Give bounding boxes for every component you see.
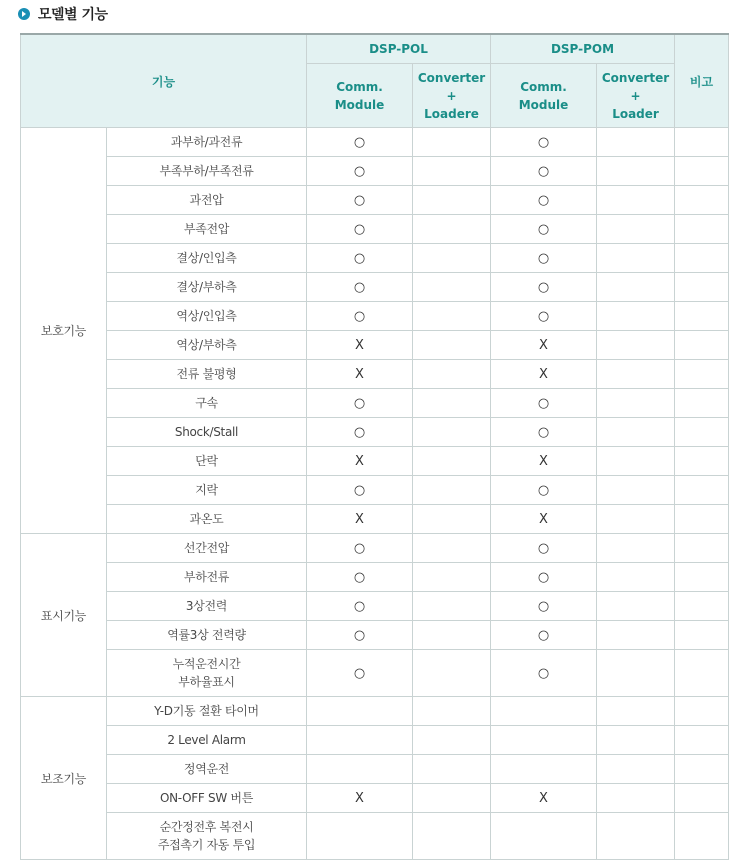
cell-pom-converter [597, 621, 675, 650]
cell-pom-comm: ○ [491, 534, 597, 563]
feature-item-label: 선간전압 [183, 541, 230, 555]
feature-item-cell [107, 244, 307, 273]
feature-item-label-line2: 주접촉기 자동 투입 [157, 838, 256, 852]
cell-pom-converter [597, 157, 675, 186]
cell-pol-comm: ○ [307, 244, 413, 273]
feature-item-label: 누적운전시간 [172, 657, 241, 671]
feature-item-cell [107, 273, 307, 302]
table-row [21, 360, 729, 389]
table-row [21, 534, 729, 563]
cell-note [675, 784, 729, 813]
cell-pol-converter [413, 592, 491, 621]
cell-pom-converter [597, 273, 675, 302]
table-row [21, 186, 729, 215]
cell-pol-converter [413, 784, 491, 813]
cell-pol-comm: ○ [307, 128, 413, 157]
feature-item-cell [107, 784, 307, 813]
header-dsp-pom: DSP-POM [491, 34, 675, 64]
page-title: 모델별 기능 [38, 7, 108, 23]
header-note: 비고 [675, 34, 729, 128]
feature-item-label: 부하전류 [183, 570, 230, 584]
feature-item-cell [107, 476, 307, 505]
cell-pol-comm: ○ [307, 186, 413, 215]
cell-pol-converter [413, 505, 491, 534]
table-row [21, 784, 729, 813]
feature-item-cell [107, 726, 307, 755]
cell-pom-comm: X [491, 360, 597, 389]
feature-item-label: Shock/Stall [174, 425, 239, 439]
cell-pol-comm: ○ [307, 273, 413, 302]
cell-pom-converter [597, 360, 675, 389]
cell-pom-comm: ○ [491, 273, 597, 302]
cell-pol-comm: ○ [307, 215, 413, 244]
feature-item-label: 전류 불평형 [176, 367, 237, 381]
table-row [21, 592, 729, 621]
header-dsp-pol: DSP-POL [307, 34, 491, 64]
cell-pol-converter [413, 331, 491, 360]
cell-pol-converter [413, 755, 491, 784]
cell-pom-converter [597, 784, 675, 813]
cell-pom-converter [597, 592, 675, 621]
cell-pom-comm: ○ [491, 650, 597, 697]
feature-item-cell [107, 418, 307, 447]
cell-pom-comm: ○ [491, 302, 597, 331]
cell-pol-converter [413, 650, 491, 697]
cell-note [675, 418, 729, 447]
cell-note [675, 621, 729, 650]
cell-note [675, 563, 729, 592]
table-row [21, 215, 729, 244]
header-pom-converter-loader: Converter + Loader [597, 64, 675, 128]
table-body [21, 128, 729, 860]
cell-pol-comm: ○ [307, 563, 413, 592]
cell-pom-comm: ○ [491, 418, 597, 447]
cell-note [675, 244, 729, 273]
cell-pol-converter [413, 157, 491, 186]
feature-item-cell [107, 128, 307, 157]
feature-item-cell [107, 447, 307, 476]
cell-pom-comm: ○ [491, 128, 597, 157]
cell-pom-converter [597, 563, 675, 592]
cell-pom-comm: X [491, 331, 597, 360]
cell-note [675, 331, 729, 360]
cell-pom-converter [597, 389, 675, 418]
feature-item-label: 역상/인입측 [176, 309, 237, 323]
feature-item-label: 부족전압 [183, 222, 230, 236]
cell-note [675, 302, 729, 331]
cell-note [675, 505, 729, 534]
cell-pol-comm [307, 813, 413, 860]
cell-pom-comm [491, 697, 597, 726]
cell-note [675, 157, 729, 186]
cell-pom-converter [597, 186, 675, 215]
feature-item-label: 역률3상 전력량 [167, 628, 246, 642]
cell-pol-comm: X [307, 447, 413, 476]
cell-pol-converter [413, 273, 491, 302]
cell-pom-comm: ○ [491, 389, 597, 418]
cell-pom-comm: ○ [491, 476, 597, 505]
cell-pol-converter [413, 447, 491, 476]
table-row [21, 244, 729, 273]
cell-pol-comm: ○ [307, 592, 413, 621]
cell-pol-comm: ○ [307, 650, 413, 697]
cell-note [675, 697, 729, 726]
cell-pom-converter [597, 447, 675, 476]
cell-pom-comm [491, 755, 597, 784]
cell-pol-converter [413, 418, 491, 447]
cell-pol-converter [413, 244, 491, 273]
cell-note [675, 360, 729, 389]
feature-item-cell [107, 215, 307, 244]
cell-pol-converter [413, 697, 491, 726]
header-pom-comm-module: Comm. Module [491, 64, 597, 128]
feature-item-cell [107, 186, 307, 215]
cell-pom-converter [597, 331, 675, 360]
cell-note [675, 447, 729, 476]
cell-note [675, 186, 729, 215]
feature-item-cell [107, 813, 307, 860]
feature-item-label-line2: 부하율표시 [178, 675, 235, 689]
category-cell: 보호기능 [21, 128, 107, 534]
cell-pom-comm: ○ [491, 563, 597, 592]
cell-pom-comm: ○ [491, 592, 597, 621]
feature-item-cell [107, 505, 307, 534]
cell-pom-converter [597, 215, 675, 244]
cell-note [675, 813, 729, 860]
cell-pol-comm: ○ [307, 621, 413, 650]
table-row [21, 157, 729, 186]
cell-pol-comm: ○ [307, 534, 413, 563]
feature-item-cell [107, 697, 307, 726]
cell-pol-converter [413, 563, 491, 592]
cell-pom-converter [597, 755, 675, 784]
table-row [21, 128, 729, 157]
feature-item-cell [107, 302, 307, 331]
cell-note [675, 215, 729, 244]
category-cell: 보조기능 [21, 697, 107, 860]
cell-pol-converter [413, 813, 491, 860]
feature-item-label: 결상/인입측 [176, 251, 237, 265]
table-row [21, 813, 729, 860]
table-row [21, 447, 729, 476]
feature-item-cell [107, 650, 307, 697]
cell-note [675, 128, 729, 157]
cell-pol-comm [307, 726, 413, 755]
cell-pom-comm: ○ [491, 244, 597, 273]
cell-pom-converter [597, 505, 675, 534]
table-row [21, 418, 729, 447]
cell-pol-comm: ○ [307, 418, 413, 447]
table-row [21, 563, 729, 592]
header-feature: 기능 [21, 34, 307, 128]
feature-item-label: 단락 [195, 454, 218, 468]
cell-pol-converter [413, 476, 491, 505]
cell-pol-comm: X [307, 331, 413, 360]
cell-pol-converter [413, 621, 491, 650]
table-row [21, 697, 729, 726]
cell-pom-comm: X [491, 447, 597, 476]
cell-pom-comm: ○ [491, 186, 597, 215]
table-row [21, 302, 729, 331]
feature-item-cell [107, 360, 307, 389]
cell-pom-converter [597, 697, 675, 726]
feature-item-cell [107, 592, 307, 621]
cell-pol-converter [413, 186, 491, 215]
cell-pol-converter [413, 128, 491, 157]
feature-item-cell [107, 563, 307, 592]
table-row [21, 505, 729, 534]
cell-pom-comm: X [491, 784, 597, 813]
cell-pol-comm: ○ [307, 157, 413, 186]
feature-item-cell [107, 621, 307, 650]
cell-pom-comm: ○ [491, 215, 597, 244]
feature-item-cell [107, 157, 307, 186]
feature-item-label: 2 Level Alarm [167, 733, 246, 747]
cell-note [675, 650, 729, 697]
feature-item-label: 지락 [195, 483, 218, 497]
cell-pom-converter [597, 813, 675, 860]
cell-pom-comm [491, 726, 597, 755]
cell-pol-comm [307, 697, 413, 726]
category-cell: 표시기능 [21, 534, 107, 697]
cell-pom-comm [491, 813, 597, 860]
cell-note [675, 389, 729, 418]
feature-item-label: ON-OFF SW 버튼 [159, 791, 254, 805]
arrow-bullet-icon [18, 8, 30, 20]
table-row [21, 273, 729, 302]
table-row [21, 476, 729, 505]
feature-item-cell [107, 755, 307, 784]
cell-pol-converter [413, 726, 491, 755]
cell-pol-converter [413, 360, 491, 389]
feature-item-label: 구속 [195, 396, 218, 410]
cell-pom-converter [597, 302, 675, 331]
cell-pol-converter [413, 302, 491, 331]
cell-pol-comm: ○ [307, 476, 413, 505]
cell-pol-converter [413, 215, 491, 244]
table-row [21, 650, 729, 697]
feature-item-label: 과전압 [189, 193, 224, 207]
cell-pom-converter [597, 476, 675, 505]
feature-item-label: 과부하/과전류 [170, 135, 243, 149]
feature-item-label: Y-D기동 절환 타이머 [154, 704, 259, 718]
feature-item-cell [107, 534, 307, 563]
table-row [21, 755, 729, 784]
cell-pol-comm: X [307, 360, 413, 389]
cell-note [675, 592, 729, 621]
cell-pom-comm: ○ [491, 621, 597, 650]
cell-pom-comm: X [491, 505, 597, 534]
cell-pom-converter [597, 418, 675, 447]
feature-table [20, 33, 729, 860]
table-row [21, 621, 729, 650]
cell-pom-converter [597, 534, 675, 563]
cell-pol-comm [307, 755, 413, 784]
cell-pol-comm: ○ [307, 389, 413, 418]
feature-item-label: 결상/부하측 [176, 280, 237, 294]
table-row [21, 331, 729, 360]
feature-item-label: 역상/부하측 [176, 338, 237, 352]
table-row [21, 726, 729, 755]
cell-pom-converter [597, 650, 675, 697]
feature-item-label: 부족부하/부족전류 [159, 164, 254, 178]
cell-note [675, 755, 729, 784]
cell-pol-converter [413, 534, 491, 563]
cell-pol-converter [413, 389, 491, 418]
cell-note [675, 534, 729, 563]
cell-pom-converter [597, 128, 675, 157]
cell-pol-comm: ○ [307, 302, 413, 331]
cell-note [675, 476, 729, 505]
header-pol-comm-module: Comm. Module [307, 64, 413, 128]
feature-item-label: 순간정전후 복전시 [159, 820, 254, 834]
table-row [21, 389, 729, 418]
cell-note [675, 273, 729, 302]
cell-pol-comm: X [307, 505, 413, 534]
feature-item-cell [107, 389, 307, 418]
cell-pol-comm: X [307, 784, 413, 813]
feature-item-label: 정역운전 [183, 762, 230, 776]
cell-pom-converter [597, 726, 675, 755]
cell-pom-converter [597, 244, 675, 273]
section-heading [18, 5, 108, 23]
feature-item-cell [107, 331, 307, 360]
feature-item-label: 과온도 [189, 512, 224, 526]
cell-note [675, 726, 729, 755]
cell-pom-comm: ○ [491, 157, 597, 186]
header-pol-converter-loader: Converter + Loadere [413, 64, 491, 128]
feature-item-label: 3상전력 [185, 599, 228, 613]
